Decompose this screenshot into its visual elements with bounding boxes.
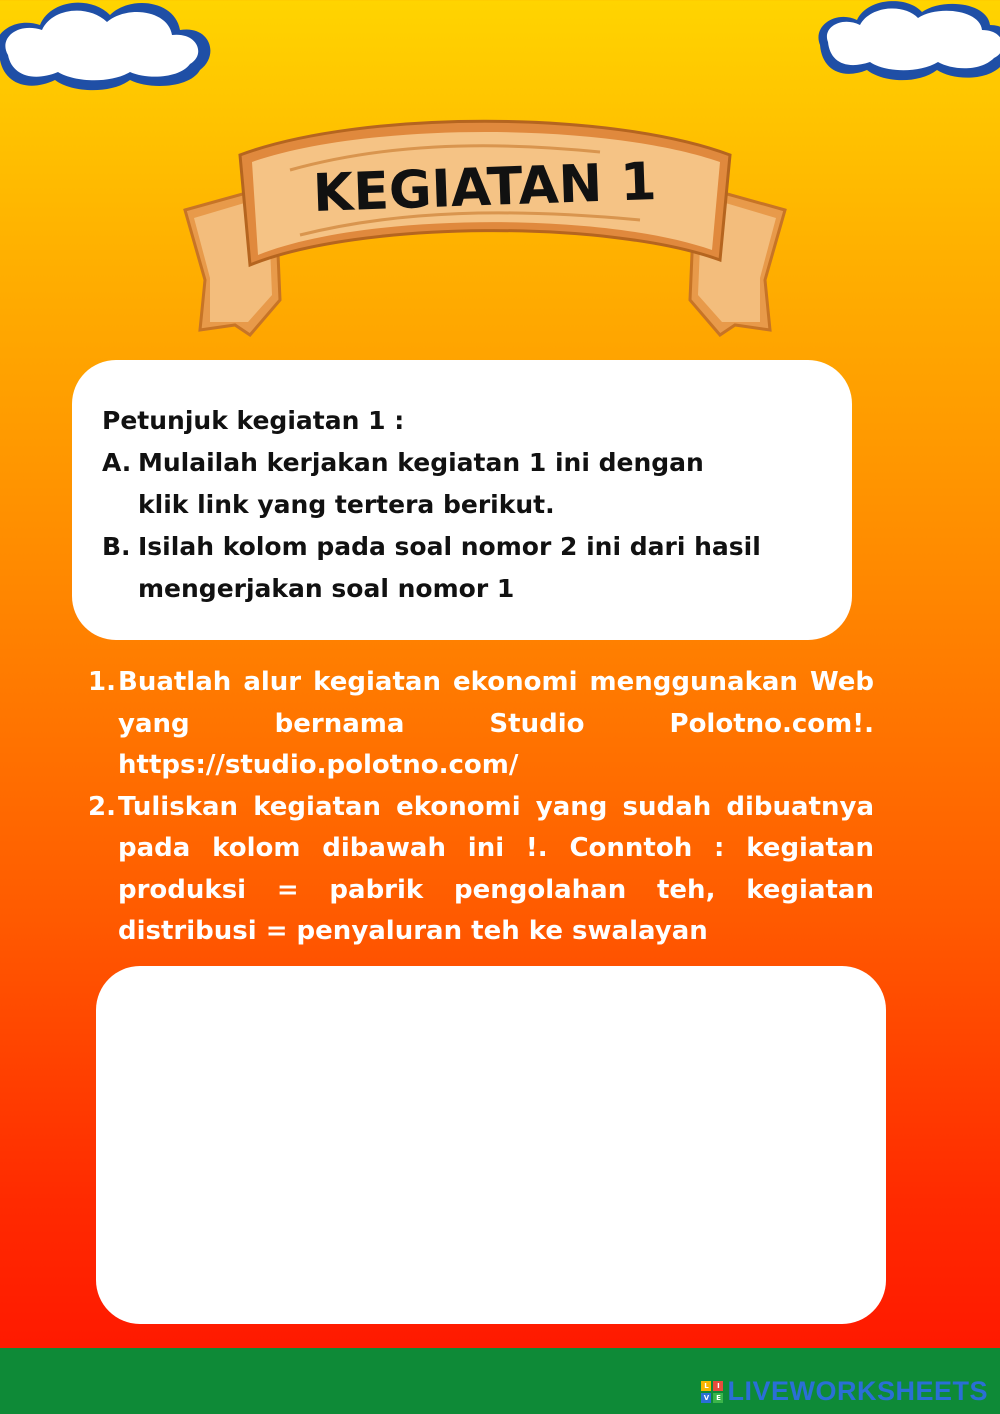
instruction-letter: B. bbox=[102, 532, 131, 561]
liveworksheets-logo-icon: L I V E bbox=[701, 1381, 723, 1403]
task-text: Tuliskan kegiatan ekonomi yang sudah dibuatnya pada kolom dibawah ini !. Conntoh : kegiatan produksi = pabrik pengolahan teh, kegiatan distribusi = penyaluran teh ke swalayan bbox=[118, 791, 874, 946]
liveworksheets-brand-text: LIVEWORKSHEETS bbox=[727, 1376, 988, 1406]
instruction-item bbox=[102, 442, 822, 526]
task-item bbox=[82, 787, 874, 953]
instruction-line: mengerjakan soal nomor 1 bbox=[138, 574, 515, 603]
instruction-letter: A. bbox=[102, 448, 132, 477]
task-text: Buatlah alur kegiatan ekonomi menggunakan Web yang bernama Studio Polotno.com!. https://studio.polotno.com/ bbox=[118, 667, 874, 780]
instruction-line: Isilah kolom pada soal nomor 2 ini dari hasil bbox=[138, 532, 761, 561]
task-number: 2. bbox=[88, 791, 116, 822]
cloud-right-decoration bbox=[812, 0, 1000, 85]
instructions-card bbox=[72, 360, 852, 640]
task-list bbox=[82, 662, 874, 953]
banner-title: KEGIATAN 1 bbox=[312, 152, 658, 224]
wooden-banner bbox=[180, 100, 790, 350]
task-number: 1. bbox=[88, 667, 116, 697]
instruction-line: Mulailah kerjakan kegiatan 1 ini dengan bbox=[138, 448, 704, 477]
answer-text-box[interactable] bbox=[96, 966, 886, 1324]
task-item bbox=[82, 662, 874, 787]
cloud-left-decoration bbox=[0, 0, 220, 95]
liveworksheets-logo bbox=[701, 1376, 988, 1407]
instruction-item bbox=[102, 526, 822, 610]
instruction-line: klik link yang tertera berikut. bbox=[138, 490, 555, 519]
instructions-heading: Petunjuk kegiatan 1 : bbox=[102, 406, 405, 435]
